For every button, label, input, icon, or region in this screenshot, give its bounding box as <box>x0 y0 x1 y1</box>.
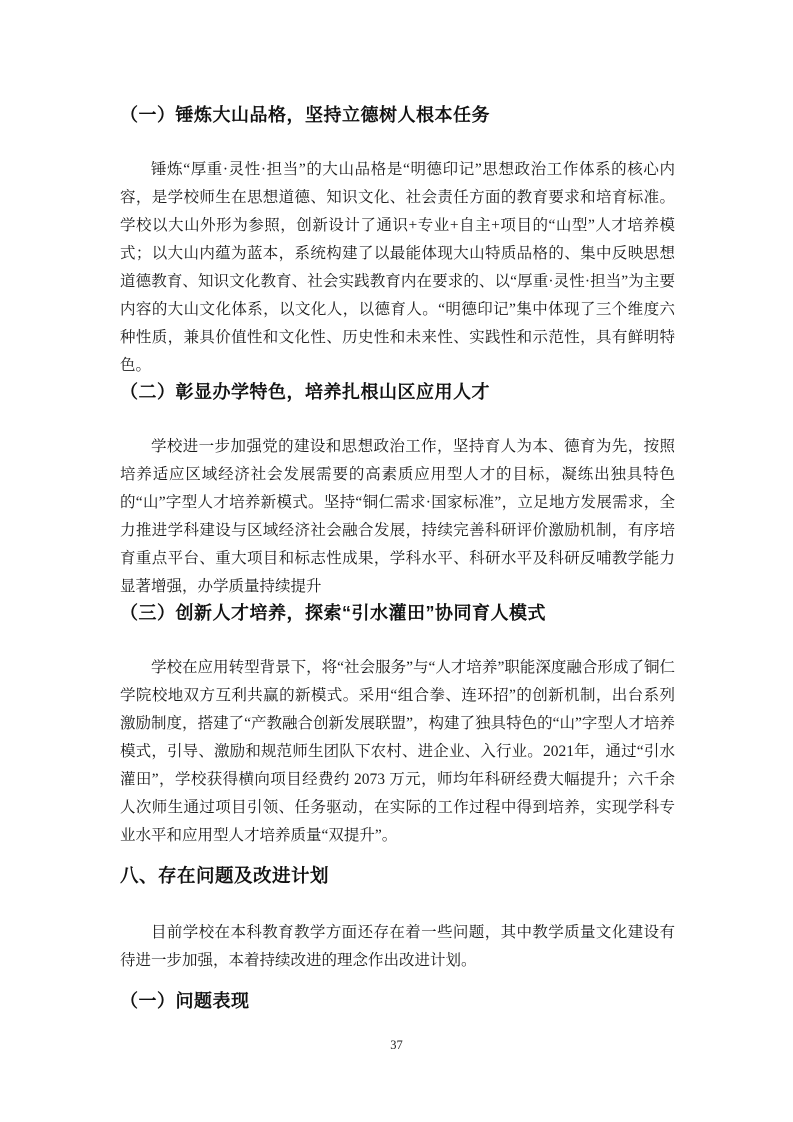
section-heading-1: （一）锤炼大山品格，坚持立德树人根本任务 <box>120 105 490 125</box>
section-heading-3: （三）创新人才培养，探索“引水灌田”协同育人模式 <box>120 603 546 623</box>
chapter-heading-8: 八、存在问题及改进计划 <box>120 865 330 886</box>
section-3-paragraph: 学校在应用转型背景下，将“社会服务”与“人才培养”职能深度融合形成了铜仁学院校地双方互利共赢的新模式。采用“组合拳、连环招”的创新机制，出台系列激励制度，搭建了“产教融合创新发展联盟”，构建了独具特色的“山”字型人才培养模式，引导、激励和规范师生团队下农村、进企业、入行业。2021年，通过“引水灌田”，学校获得横向项目经费约 2073 万元，师均年科研经费大幅提升；六千余人次师生通过项目引领、任务驱动，在实际的工作过程中得到培养，实现学科专业水平和应用型人才培养质量“双提升”。 <box>120 659 675 844</box>
section-2-paragraph: 学校进一步加强党的建设和思想政治工作，坚持育人为本、德育为先，按照培养适应区域经济社会发展需要的高素质应用型人才的目标，凝练出独具特色的“山”字型人才培养新模式。坚持“铜仁需求·国家标准”，立足地方发展需求，全力推进学科建设与区域经济社会融合发展，持续完善科研评价激励机制，有序培育重点平台、重大项目和标志性成果，学科水平、科研水平及科研反哺教学能力显著增强，办学质量持续提升 <box>120 438 675 595</box>
page-number: 37 <box>390 1038 403 1052</box>
section-heading-2: （二）彰显办学特色，培养扎根山区应用人才 <box>120 382 490 402</box>
section-heading-problems: （一）问题表现 <box>120 991 250 1011</box>
section-1-paragraph: 锤炼“厚重·灵性·担当”的大山品格是“明德印记”思想政治工作体系的核心内容，是学校师生在思想道德、知识文化、社会责任方面的教育要求和培育标准。学校以大山外形为参照，创新设计了通识+专业+自主+项目的“山型”人才培养模式；以大山内蕴为蓝本，系统构建了以最能体现大山特质品格的、集中反映思想道德教育、知识文化教育、社会实践教育内在要求的、以“厚重·灵性·担当”为主要内容的大山文化体系，以文化人，以德育人。“明德印记”集中体现了三个维度六种性质，兼具价值性和文化性、历史性和未来性、实践性和示范性，具有鲜明特色。 <box>120 161 675 374</box>
chapter-8-intro-paragraph: 目前学校在本科教育教学方面还存在着一些问题，其中教学质量文化建设有待进一步加强，本着持续改进的理念作出改进计划。 <box>120 924 675 969</box>
